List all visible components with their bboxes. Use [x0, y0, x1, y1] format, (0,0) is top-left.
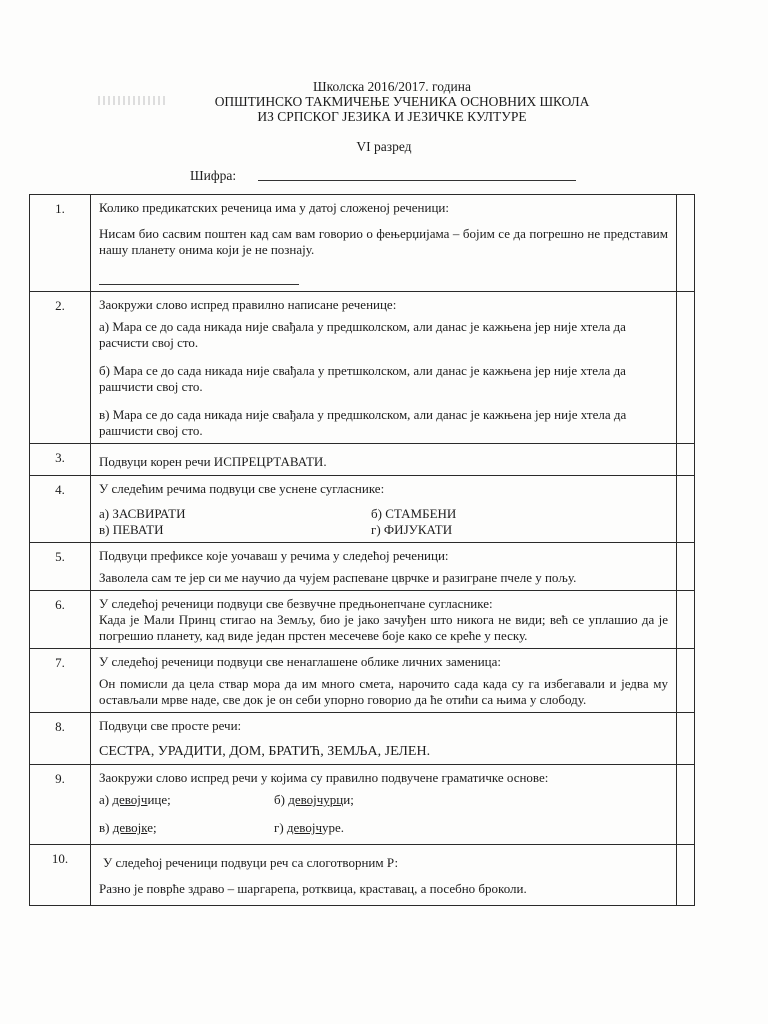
question-row-4: [30, 476, 695, 543]
question-prompt: Заокружи слово испред речи у којима су правилно подвучене граматичке основе:: [99, 770, 549, 785]
question-body: [91, 476, 677, 543]
question-number: 7.: [30, 649, 91, 713]
word-v[interactable]: в) ПЕВАТИ: [99, 522, 164, 537]
question-text[interactable]: Заволела сам те јер си ме научио да чујем распеване цврчке и разигране пчеле у пољу.: [99, 570, 577, 585]
question-body: [91, 292, 677, 444]
question-row-3: [30, 444, 695, 476]
word-a[interactable]: а) девојчице;: [99, 792, 171, 807]
question-body: [91, 543, 677, 591]
question-row-9: [30, 765, 695, 845]
questions-table: [29, 194, 695, 906]
question-body: [91, 444, 677, 476]
subject-title: ИЗ СРПСКОГ ЈЕЗИКА И ЈЕЗИЧКЕ КУЛТУРЕ: [257, 109, 527, 124]
question-prompt: Подвуци префиксе које уочаваш у речима у следећој реченици:: [99, 548, 449, 563]
word-row: [99, 522, 668, 538]
question-number: 3.: [30, 444, 91, 476]
question-text[interactable]: Када је Мали Принц стигао на Земљу, био је јако зачуђен што никога не види; већ се уплашио да је погрешио планету, кад виде један прстен месечеве боје како се креће у песку.: [99, 612, 668, 643]
question-prompt: У следећој реченици подвуци све ненаглашене облике личних заменица:: [99, 654, 501, 669]
answer-blank-line[interactable]: [99, 270, 299, 285]
word-row: [99, 506, 668, 522]
question-number: 8.: [30, 713, 91, 765]
question-number: 6.: [30, 591, 91, 649]
question-row-8: [30, 713, 695, 765]
code-blank-line[interactable]: [258, 180, 576, 181]
score-cell: [677, 444, 695, 476]
question-number: 4.: [30, 476, 91, 543]
score-cell: [677, 476, 695, 543]
question-body: [91, 649, 677, 713]
grade-label: VI разред: [356, 139, 412, 154]
question-body: [91, 765, 677, 845]
question-body: [91, 195, 677, 292]
question-row-5: [30, 543, 695, 591]
question-body: [91, 591, 677, 649]
score-cell: [677, 292, 695, 444]
score-cell: [677, 845, 695, 906]
word-v[interactable]: в) девојке;: [99, 820, 157, 835]
word-g[interactable]: г) ФИЈУКАТИ: [371, 522, 453, 537]
option-b[interactable]: б) Мара се до сада никада није свађала у претшколском, али данас је кажњена јер није хтела да рашчисти свој сто.: [99, 363, 626, 394]
question-body: [91, 845, 677, 906]
word-b[interactable]: б) СТАМБЕНИ: [371, 506, 457, 521]
option-a[interactable]: а) Мара се до сада никада није свађала у предшколском, али данас је кажњена јер није хтела да расчисти свој сто.: [99, 319, 626, 350]
question-prompt: Подвуци корен речи ИСПРЕЦРТАВАТИ.: [99, 454, 327, 469]
score-cell: [677, 591, 695, 649]
competition-title: ОПШТИНСКО ТАКМИЧЕЊЕ УЧЕНИКА ОСНОВНИХ ШКОЛА: [214, 94, 590, 109]
question-number: 5.: [30, 543, 91, 591]
question-row-7: [30, 649, 695, 713]
option-v[interactable]: в) Мара се до сада никада није свађала у предшколском, али данас је кажњена јер није хтела да рашчисти свој сто.: [99, 407, 627, 438]
question-text[interactable]: Разно је поврће здраво – шаргарепа, ротквица, краставац, а посебно броколи.: [99, 881, 527, 896]
question-prompt: У следећој реченици подвуци реч са слоготворним Р:: [103, 855, 399, 870]
question-body: [91, 713, 677, 765]
code-label: Шифра:: [190, 168, 237, 183]
question-number: 1.: [30, 195, 91, 292]
question-prompt: Заокружи слово испред правилно написане реченице:: [99, 297, 397, 312]
question-number: 10.: [30, 845, 91, 906]
question-row-10: [30, 845, 695, 906]
question-number: 9.: [30, 765, 91, 845]
question-prompt: У следећим речима подвуци све уснене сугласнике:: [99, 481, 385, 496]
score-cell: [677, 543, 695, 591]
question-prompt: У следећој реченици подвуци све безвучне предњонепчане сугласнике:: [99, 596, 493, 611]
word-b[interactable]: б) девојчурци;: [274, 792, 354, 807]
question-text: Нисам био сасвим поштен кад сам вам говорио о фењерџијама – бојим се да погрешно не представим нашу планету онима који је не познају.: [99, 226, 668, 257]
question-number: 2.: [30, 292, 91, 444]
question-text[interactable]: Он помисли да цела ствар мора да им много смета, нарочито сада када су га избегавали и једва му остављали мрве наде, све док је он себи упорно говорио да ће отићи са њима у слободу.: [99, 676, 668, 707]
word-g[interactable]: г) девојчуре.: [274, 820, 345, 835]
question-text[interactable]: СЕСТРА, УРАДИТИ, ДОМ, БРАТИЋ, ЗЕМЉА, ЈЕЛЕН.: [99, 744, 431, 759]
school-year: Школска 2016/2017. година: [313, 79, 471, 94]
score-cell: [677, 649, 695, 713]
word-row: [99, 792, 668, 808]
word-row: [99, 820, 668, 836]
score-cell: [677, 765, 695, 845]
question-prompt: Подвуци све просте речи:: [99, 718, 242, 733]
question-row-1: [30, 195, 695, 292]
score-cell: [677, 713, 695, 765]
word-a[interactable]: а) ЗАСВИРАТИ: [99, 506, 186, 521]
question-prompt: Колико предикатских реченица има у датој сложеној реченици:: [99, 200, 449, 215]
question-row-6: [30, 591, 695, 649]
question-row-2: [30, 292, 695, 444]
score-cell: [677, 195, 695, 292]
